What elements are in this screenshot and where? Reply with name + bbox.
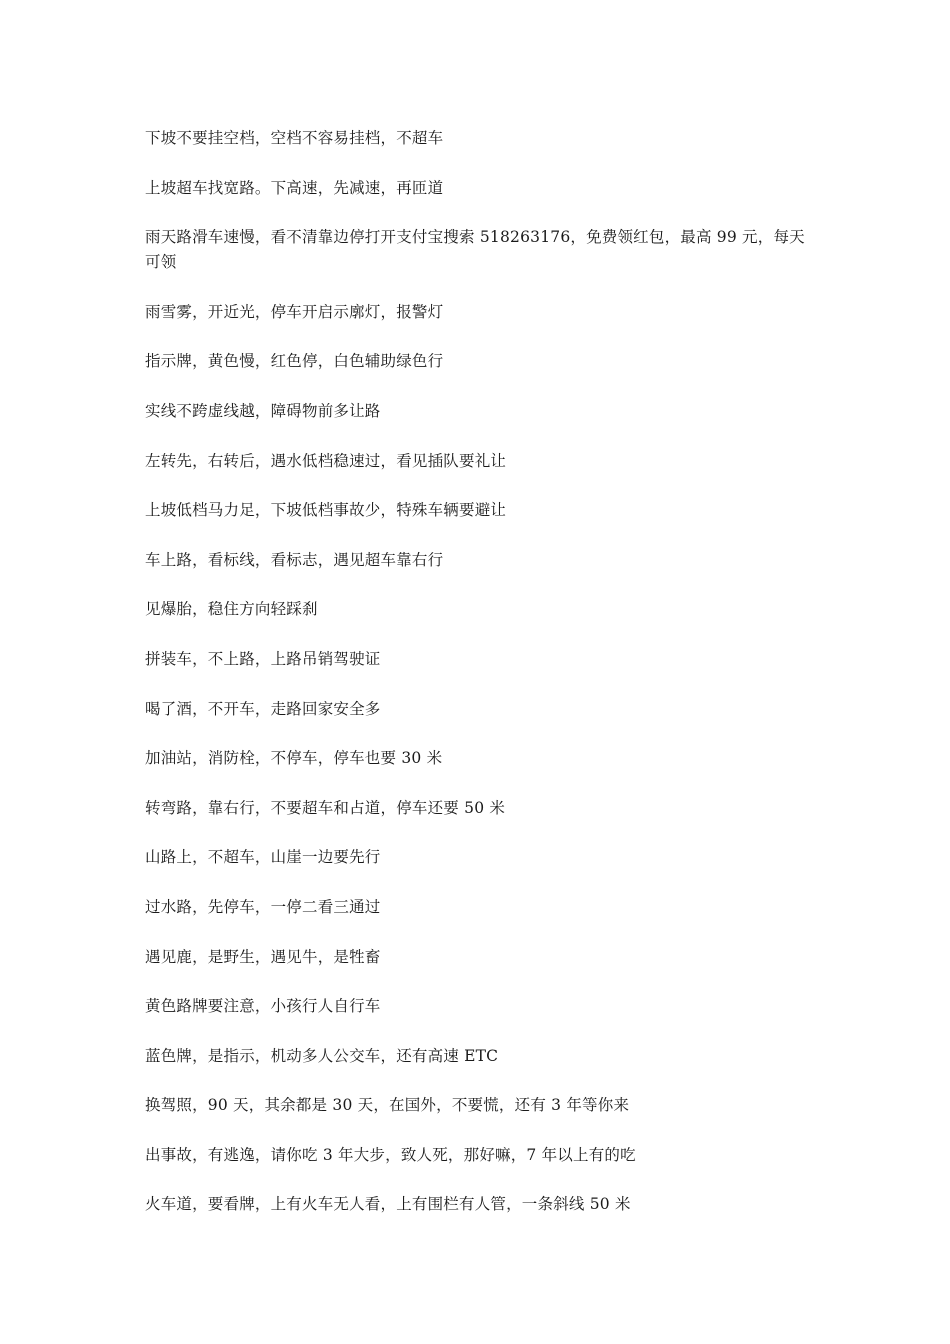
paragraph-19: 蓝色牌，是指示，机动多人公交车，还有高速 ETC [145, 1046, 499, 1065]
paragraph-14: 转弯路，靠右行，不要超车和占道，停车还要 50 米 [145, 798, 506, 817]
paragraph-11: 拼装车，不上路，上路吊销驾驶证 [145, 649, 381, 668]
paragraph-22: 火车道，要看牌，上有火车无人看，上有围栏有人管，一条斜线 50 米 [145, 1195, 631, 1214]
paragraph-15: 山路上，不超车，山崖一边要先行 [145, 848, 381, 867]
paragraph-8: 上坡低档马力足，下坡低档事故少，特殊车辆要避让 [145, 501, 507, 520]
document-body [145, 126, 810, 1242]
paragraph-9: 车上路，看标线，看标志，遇见超车靠右行 [145, 550, 444, 569]
paragraph-7: 左转先，右转后，遇水低档稳速过，看见插队要礼让 [145, 451, 507, 470]
paragraph-5: 指示牌，黄色慢，红色停，白色辅助绿色行 [145, 352, 444, 371]
paragraph-3: 雨天路滑车速慢，看不清靠边停打开支付宝搜索 518263176，免费领红包，最高 99 元，每天可领 [145, 228, 805, 272]
paragraph-18: 黄色路牌要注意，小孩行人自行车 [145, 997, 381, 1016]
paragraph-4: 雨雪雾，开近光，停车开启示廓灯，报警灯 [145, 302, 444, 321]
paragraph-21: 出事故，有逃逸，请你吃 3 年大步，致人死，那好嘛，7 年以上有的吃 [145, 1145, 636, 1164]
paragraph-16: 过水路，先停车，一停二看三通过 [145, 897, 381, 916]
paragraph-17: 遇见鹿，是野生，遇见牛，是牲畜 [145, 947, 381, 966]
paragraph-2: 上坡超车找宽路。下高速，先减速，再匝道 [145, 178, 444, 197]
paragraph-20: 换驾照，90 天，其余都是 30 天，在国外，不要慌，还有 3 年等你来 [145, 1096, 630, 1115]
paragraph-13: 加油站，消防栓，不停车，停车也要 30 米 [145, 749, 443, 768]
paragraph-12: 喝了酒，不开车，走路回家安全多 [145, 699, 381, 718]
paragraph-1: 下坡不要挂空档，空档不容易挂档，不超车 [145, 129, 444, 147]
paragraph-10: 见爆胎，稳住方向轻踩刹 [145, 600, 318, 619]
paragraph-6: 实线不跨虚线越，障碍物前多让路 [145, 401, 381, 420]
